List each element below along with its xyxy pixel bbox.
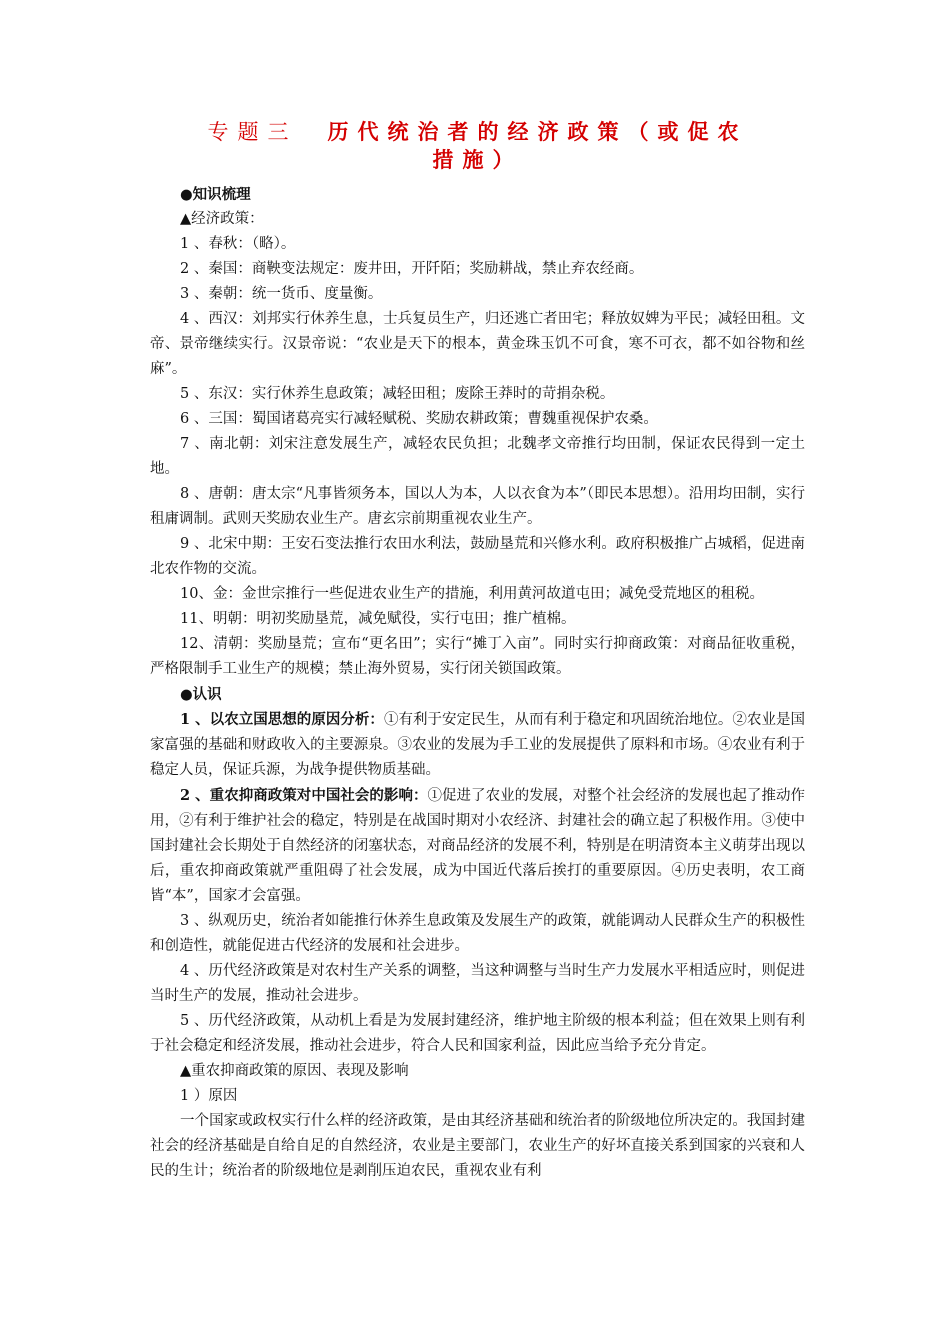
recognition-item-3: 3 、纵观历史，统治者如能推行休养生息政策及发展生产的政策，就能调动人民群众生产的积极性和创造性，就能促进古代经济的发展和社会进步。	[150, 913, 805, 954]
title-part-2: 历代统治者的经济政策（或促农	[327, 119, 748, 144]
knowledge-heading: ●知识梳理	[180, 186, 251, 203]
title-part-1: 专题三	[207, 120, 298, 144]
recognition-1-lead: 1 、以农立国思想的原因分析：	[180, 711, 384, 728]
policy-item: 8 、唐朝：唐太宗“凡事皆须务本，国以人为本，人以衣食为本”（即民本思想）。沿用均田制，实行租庸调制。武则天奖励农业生产。唐玄宗前期重视农业生产。	[150, 486, 805, 527]
recognition-item-5: 5 、历代经济政策，从动机上看是为发展封建经济，维护地主阶级的根本利益；但在效果上则有利于社会稳定和经济发展，推动社会进步，符合人民和国家利益，因此应当给予充分肯定。	[150, 1013, 805, 1054]
page-title	[150, 118, 805, 174]
recognition-2-lead: 2 、重农抑商政策对中国社会的影响：	[180, 787, 428, 804]
recognition-1-text: ①有利于安定民生，从而有利于稳定和巩固统治地位。②农业是国家富强的基础和财政收入的主要源泉。③农业的发展为手工业的发展提供了原料和市场。④农业有利于稳定人员，保证兵源，为战争提供物质基础。	[150, 712, 806, 778]
policy-item: 9 、北宋中期：王安石变法推行农田水利法，鼓励垦荒和兴修水利。政府积极推广占城稻，促进南北农作物的交流。	[150, 536, 805, 577]
policy-item: 3 、秦朝：统一货币、度量衡。	[180, 286, 383, 302]
policy-item: 4 、西汉：刘邦实行休养生息，士兵复员生产，归还逃亡者田宅；释放奴婢为平民；减轻田租。文帝、景帝继续实行。汉景帝说：“农业是天下的根本，黄金珠玉饥不可食，寒不可衣，都不如谷物和丝麻”。	[150, 311, 805, 377]
title-part-3: 措施）	[432, 147, 523, 172]
policy-item: 1 、春秋：（略）。	[180, 236, 296, 252]
policy-item: 12、清朝：奖励垦荒；宣布“更名田”；实行“摊丁入亩”。同时实行抑商政策：对商品征收重税，严格限制手工业生产的规模；禁止海外贸易，实行闭关锁国政策。	[150, 636, 805, 677]
reason-text: 一个国家或政权实行什么样的经济政策，是由其经济基础和统治者的阶级地位所决定的。我国封建社会的经济基础是自给自足的自然经济，农业是主要部门，农业生产的好坏直接关系到国家的兴衰和人民的生计；统治者的阶级地位是剥削压迫农民，重视农业有利	[150, 1113, 805, 1179]
policy-item: 5 、东汉：实行休养生息政策；减轻田租；废除王莽时的苛捐杂税。	[180, 386, 615, 402]
document-page	[150, 118, 805, 1184]
policy-item: 2 、秦国：商鞅变法规定：废井田，开阡陌；奖励耕战，禁止弃农经商。	[180, 261, 644, 277]
recognition-item-4: 4 、历代经济政策是对农村生产关系的调整，当这种调整与当时生产力发展水平相适应时，则促进当时生产的发展，推动社会进步。	[150, 963, 805, 1004]
recognition-item-1	[150, 707, 805, 783]
reason-heading: 1 ）原因	[180, 1088, 238, 1104]
policy-item: 11、明朝：明初奖励垦荒，减免赋役，实行屯田；推广植棉。	[180, 611, 576, 627]
policy-item: 10、金：金世宗推行一些促进农业生产的措施，利用黄河故道屯田；减免受荒地区的租税。	[180, 586, 764, 602]
policy-item: 7 、南北朝：刘宋注意发展生产，减轻农民负担；北魏孝文帝推行均田制，保证农民得到一定土地。	[150, 436, 805, 477]
zhongnong-heading: ▲重农抑商政策的原因、表现及影响	[180, 1063, 409, 1079]
policy-heading: ▲经济政策：	[180, 211, 264, 227]
recognition-2-text: ①促进了农业的发展，对整个社会经济的发展也起了推动作用，②有利于维护社会的稳定，特别是在战国时期对小农经济、封建社会的确立起了积极作用。③使中国封建社会长期处于自然经济的闭塞状态，对商品经济的发展不利，特别是在明清资本主义萌芽出现以后，重农抑商政策就严重阻碍了社会发展，成为中国近代落后挨打的重要原因。④历史表明，农工商皆“本”，国家才会富强。	[150, 788, 805, 904]
recognition-item-2	[150, 783, 805, 909]
policy-item: 6 、三国：蜀国诸葛亮实行减轻赋税、奖励农耕政策；曹魏重视保护农桑。	[180, 411, 658, 427]
recognition-heading: ●认识	[180, 686, 222, 703]
